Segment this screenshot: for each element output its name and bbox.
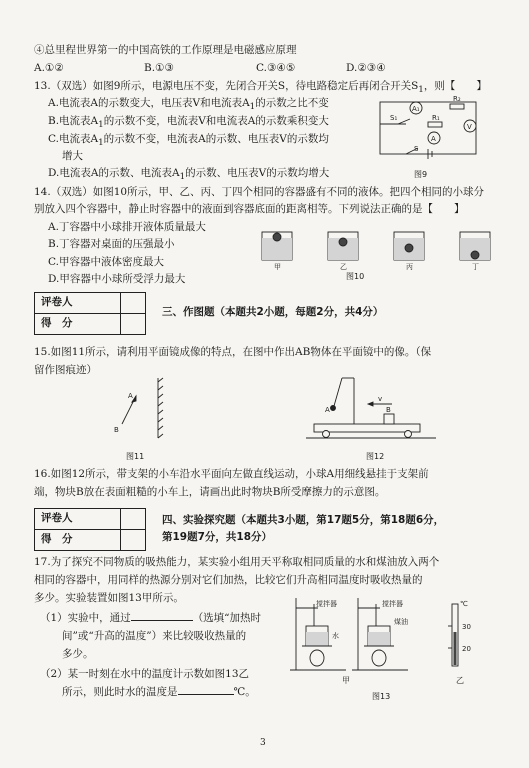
point-b-label-fig11: B <box>114 426 119 434</box>
q16-stem: 16.如图12所示，带支架的小车沿水平面向左做直线运动，小球A用细线悬挂于支架前 <box>34 468 429 480</box>
q17-stem-line2: 相同的容器中，用同样的热源分别对它们加热，比较它们升高相同温度时吸收热量的 <box>34 574 423 586</box>
q17-part1-line2: 间”或“升高的温度”）来比较吸收热量的 <box>62 630 247 642</box>
q14-stem: 14.（双选）如图10所示，甲、乙、丙、丁四个相同的容器盛有不同的液体。把四个相同的小球分 <box>34 186 485 198</box>
q13-option-a: A.电流表A的示数变大，电压表V和电流表$A_1$的示数之比不变 <box>48 97 329 113</box>
containers-diagram-fig10 <box>256 222 496 270</box>
ammeter-a-label: A <box>431 135 436 143</box>
q14-option-a: A.丁容器中小球排开液体质量最大 <box>48 221 206 233</box>
q17-part2: （2）某一时刻在水中的温度计示数如图13乙 <box>40 668 250 680</box>
switch-s1-label: S₁ <box>390 114 398 122</box>
q15-stem-line2: 留作图痕迹） <box>34 364 97 376</box>
score-blank[interactable] <box>120 314 145 335</box>
container-label-bing: 丙 <box>406 263 413 271</box>
point-a-label-fig11: A <box>128 392 133 400</box>
container-bing <box>394 232 424 260</box>
score-label: 得 分 <box>35 314 121 335</box>
page-number: 3 <box>260 738 266 748</box>
q13-option-c: C.电流表$A_1$的示数不变，电流表A的示数、电压表V的示数均 <box>48 133 329 149</box>
circuit-diagram-fig9 <box>376 94 486 166</box>
container-label-yi: 乙 <box>340 263 347 271</box>
q17-stem-line3: 多少。实验装置如图13甲所示。 <box>34 592 184 604</box>
figure12-caption: 图12 <box>366 452 385 461</box>
q12-option-a: A.①② <box>34 62 64 74</box>
q13-option-d: D.电流表A的示数、电流表$A_1$的示数、电压表V的示数均增大 <box>48 167 330 183</box>
score-blank-2[interactable] <box>120 530 145 551</box>
q13-option-b: B.电流表$A_1$的示数不变，电流表V和电流表A的示数乘积变大 <box>48 115 329 131</box>
container-ding <box>460 232 490 260</box>
q17-part1: （1）实验中，通过 （选填“加热时 <box>40 612 262 624</box>
section3-title: 三、作图题（本题共2小题，每题2分，共4分） <box>162 306 384 318</box>
thermometer-30-label: 30 <box>462 623 471 631</box>
q13-option-c-line2: 增大 <box>62 150 83 162</box>
q14-stem-line2: 别放入四个容器中，静止时容器中的液面到容器底面的距离相等。下列说法正确的是【 】 <box>34 203 465 215</box>
ammeter-a1-label: A₁ <box>412 105 420 113</box>
q12-option-b: B.①③ <box>144 62 174 74</box>
mirror-diagram-fig11 <box>100 376 190 440</box>
q12-option-c: C.③④⑤ <box>256 62 296 74</box>
q12-option-d: D.②③④ <box>346 62 386 74</box>
q17-part2-blank[interactable] <box>178 694 234 695</box>
ball-a-label-fig12: A <box>325 406 330 414</box>
water-label: 水 <box>332 632 339 640</box>
figure13-yi-label: 乙 <box>456 676 464 685</box>
section4-title: 四、实验探究题（本题共3小题，第17题5分，第18题6分， <box>162 514 445 526</box>
score-label-2: 得 分 <box>35 530 121 551</box>
stirrer-label-1: 搅拌器 <box>316 600 337 608</box>
q14-option-c: C.甲容器中液体密度最大 <box>48 256 164 268</box>
figure9-caption: 图9 <box>414 170 428 179</box>
block-b-label-fig12: B <box>386 406 391 414</box>
thermometer-unit-label: ℃ <box>460 600 468 608</box>
q14-option-d: D.甲容器中小球所受浮力最大 <box>48 273 186 285</box>
apparatus-diagram-fig13 <box>286 596 476 676</box>
q14-option-b: B.丁容器对桌面的压强最小 <box>48 238 175 250</box>
switch-s-label: S <box>414 145 419 153</box>
grader-blank-2[interactable] <box>120 509 145 530</box>
q15-stem: 15.如图11所示，请利用平面镜成像的特点，在图中作出AB物体在平面镜中的像。（保 <box>34 346 432 358</box>
figure11-caption: 图11 <box>126 452 145 461</box>
thermometer-20-label: 20 <box>462 645 471 653</box>
container-label-jia: 甲 <box>274 263 281 271</box>
cart-diagram-fig12 <box>306 374 436 440</box>
q17-part1-line3: 多少。 <box>62 648 94 660</box>
q12-item4: ④总里程世界第一的中国高铁的工作原理是电磁感应原理 <box>34 44 297 56</box>
container-label-ding: 丁 <box>472 263 479 271</box>
voltmeter-v-label: V <box>467 123 472 131</box>
grader-blank[interactable] <box>120 293 145 314</box>
grader-label-2: 评卷人 <box>35 509 121 530</box>
q16-stem-line2: 端，物块B放在表面粗糙的小车上，请画出此时物块B所受摩擦力的示意图。 <box>34 486 386 498</box>
q17-stem: 17.为了探究不同物质的吸热能力，某实验小组用天平称取相同质量的水和煤油放入两个 <box>34 556 440 568</box>
score-box-section3 <box>34 292 146 335</box>
figure13-jia-label: 甲 <box>342 676 350 685</box>
q17-part1-blank[interactable] <box>131 620 193 621</box>
figure13-caption: 图13 <box>372 692 391 701</box>
resistor-r2-label: R₂ <box>453 95 461 103</box>
grader-label: 评卷人 <box>35 293 121 314</box>
velocity-v-label: v <box>378 395 383 403</box>
container-jia <box>262 232 292 260</box>
kerosene-label: 煤油 <box>394 618 408 626</box>
q17-part2-line2: 所示，则此时水的温度是 ℃。 <box>62 686 256 698</box>
container-yi <box>328 232 358 260</box>
q13-stem: 13.（双选）如图9所示，电源电压不变，先闭合开关S，待电路稳定后再闭合开关$S_1$，则【 】 <box>34 80 487 96</box>
resistor-r1-label: R₁ <box>432 114 440 122</box>
section4-title-line2: 第19题7分，共18分） <box>162 531 273 543</box>
score-box-section4 <box>34 508 146 551</box>
figure10-caption: 图10 <box>346 272 365 281</box>
stirrer-label-2: 搅拌器 <box>382 600 403 608</box>
